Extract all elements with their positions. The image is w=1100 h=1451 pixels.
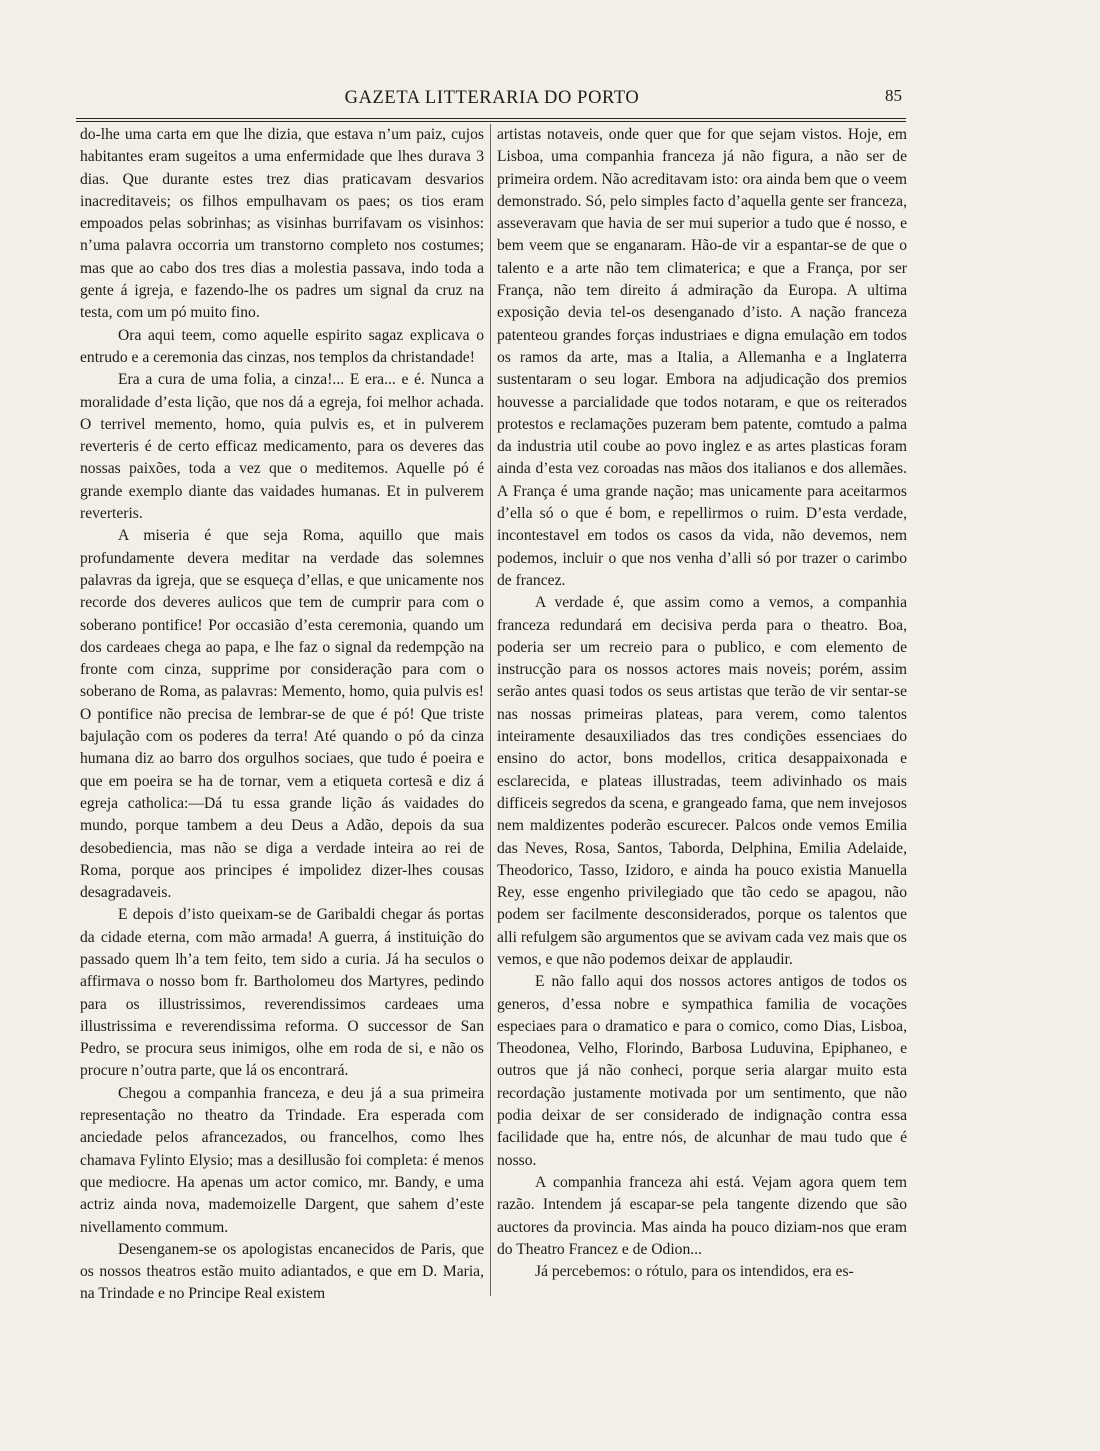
paragraph: Ora aqui teem, como aquelle espirito sagaz explicava o entrudo e a ceremonia das cinzas, nos templos da christandade!	[80, 326, 484, 366]
paragraph: A companhia franceza ahi está. Vejam agora quem tem razão. Intendem já escapar-se pela tangente dizendo que são auctores da provincia. Mas ainda ha pouco diziam-nos que eram do Theatro Francez e de Odion...	[497, 1173, 907, 1258]
paragraph: A miseria é que seja Roma, aquillo que mais profundamente devera meditar na verdade das solemnes palavras da igreja, que se esqueça d’ellas, e que unicamente nos recorde dos deveres aulicos que tem de cumprir para com o soberano pontifice! Por occasião d’esta ceremonia, quando um dos cardeaes chega ao papa, e lhe faz o signal da redempção na fronte com cinza, supprime por consideração para com o soberano de Roma, as palavras: Memento, homo, quia pulvis es! O pontifice não precisa de lembrar-se de que é pó! Que triste bajulação com os poderes da terra! Até quando o pó da cinza humana diz ao barro dos orgulhos sociaes, que tudo é poeira e que em poeira se ha de tornar, vem a etiqueta cortesã e diz á egreja catholica:—Dá tu essa grande lição ás vaidades do mundo, porque tambem a deu Deus a Adão, depois da sua desobediencia, mas não se diga a verdade inteira ao rei de Roma, porque aos principes é impolidez dizer-lhes cousas desagradaveis.	[80, 527, 484, 902]
paragraph: Chegou a companhia franceza, e deu já a sua primeira representação no theatro da Trindade. Era esperada com anciedade pelos afrancezados, ou francelhos, como lhes chamava Fylinto Elysio; mas a desillusão foi completa: é menos que mediocre. Ha apenas um actor comico, mr. Bandy, e uma actriz ainda nova, mademoizelle Dargent, que sahem d’este nivellamento commum.	[80, 1084, 484, 1236]
running-title: GAZETA LITTERARIA DO PORTO	[344, 88, 640, 108]
page-number: 85	[885, 86, 902, 105]
column-divider	[490, 124, 491, 1296]
paragraph: Desenganem-se os apologistas encanecidos de Paris, que os nossos theatros estão muito adiantados, e que em D. Maria, na Trindade e no Principe Real existem	[80, 1240, 484, 1303]
paragraph: do-lhe uma carta em que lhe dizia, que estava n’um paiz, cujos habitantes eram sugeitos a uma enfermidade que lhes durava 3 dias. Que durante estes trez dias praticavam desvarios inacreditaveis; os filhos empulhavam os paes; os tios eram empoados pelas sobrinhas; as visinhas burrifavam os visinhos: n’uma palavra occorria um transtorno completo nos costumes; mas que ao cabo dos tres dias a molestia passava, indo toda a gente á igreja, e fazendo-lhe os padres um signal da cruz na testa, com um pó muito fino.	[80, 126, 484, 322]
paragraph: Já percebemos: o rótulo, para os intendidos, era es-	[535, 1263, 854, 1281]
header-rule	[76, 118, 906, 122]
paragraph: A verdade é, que assim como a vemos, a companhia franceza redundará em decisiva perda para o theatro. Boa, poderia ser um recreio para o publico, e com elemento de instrucção para os nossos actores mais noveis; porém, assim serão antes quasi todos os seus artistas que terão de vir sentar-se nas nossas primeiras plateas, para verem, como talentos inteiramente desauxiliados das tres condições essenciaes do ensino do actor, bons modellos, critica desappaixonada e esclarecida, e plateas illustradas, teem adivinhado os mais difficeis segredos da scena, e grangeado fama, que nem invejosos nem maldizentes poderão escurecer. Palcos onde vemos Emilia das Neves, Rosa, Santos, Taborda, Delphina, Emilia Adelaide, Theodorico, Tasso, Izidoro, e ainda ha pouco existia Manuella Rey, esse engenho privilegiado que tão cedo se apagou, não podem ser facilmente desconsiderados, porque os talentos que alli refulgem são argumentos que se avivam cada vez mais que os vemos, e que não podemos deixar de applaudir.	[497, 594, 907, 968]
paragraph: artistas notaveis, onde quer que for que sejam vistos. Hoje, em Lisboa, uma companhia franceza já não figura, a não ser de primeira ordem. Não acreditavam isto: ora ainda bem que o veem demonstrado. Só, pelo simples facto d’aquella gente ser franceza, asseveravam que havia de ser mui superior a tudo que é nosso, e bem veem que se enganaram. Hão-de vir a espantar-se de que o talento e a arte não tem climaterica; e que a França, por ser França, não tem direito á admiração da Europa. A ultima exposição devia tel-os desenganado d’isto. A nação franceza patenteou grandes forças industriaes e digna emulação em todos os ramos da arte, mas a Italia, a Allemanha e a Inglaterra sustentaram o seu logar. Embora na adjudicação dos premios houvesse a parcialidade que todos notaram, e que os reiterados protestos e reclamações puzeram bem patente, comtudo a palma da industria util coube ao povo inglez e as artes plasticas foram ainda d’esta vez coroadas nas mãos dos italianos e dos allemães. A França é uma grande nação; mas unicamente para aceitarmos d’ella só o que é bom, e repellirmos o ruim. D’esta verdade, incontestavel em todos os casos da vida, não devemos, nem podemos, incluir o que nos venha d’alli só por trazer o carimbo de francez.	[497, 126, 907, 589]
page-header	[74, 84, 910, 112]
paragraph: Era a cura de uma folia, a cinza!... E era... e é. Nunca a moralidade d’esta lição, que nos dá a egreja, foi melhor achada. O terrivel memento, homo, quia pulvis es, et in pulverem reverteris é de certo efficaz medicamento, para os deveres das nossas paixões, toda a vez que o meditemos. Aquelle pó é grande exemplo diante das vaidades humanas. Et in pulverem reverteris.	[80, 371, 484, 523]
right-column	[497, 124, 907, 1283]
paragraph: E não fallo aqui dos nossos actores antigos de todos os generos, d’essa nobre e sympathica familia de vocações especiaes para o dramatico e para o comico, como Dias, Lisboa, Theodonea, Velho, Florindo, Barbosa Luduvina, Epiphaneo, e outros que já não conheci, porque seria alargar muito esta recordação justamente motivada por um sentimento, que não podia deixar de ser considerado de indignação contra essa facilidade que ha, entre nós, de alcunhar de mau tudo que é nosso.	[497, 973, 907, 1169]
left-column	[80, 124, 484, 1306]
paragraph: E depois d’isto queixam-se de Garibaldi chegar ás portas da cidade eterna, com mão armada! A guerra, á instituição do passado quem lh’a tem feito, tem sido a curia. Já ha seculos o affirmava o nosso bom fr. Bartholomeu dos Martyres, pedindo para os illustrissimos, reverendissimos cardeaes uma illustrissima e reverendissima reforma. O successor de San Pedro, se procura seus inimigos, olhe em roda de si, e não os procure n’outra parte, que lá os encontrará.	[80, 906, 484, 1080]
